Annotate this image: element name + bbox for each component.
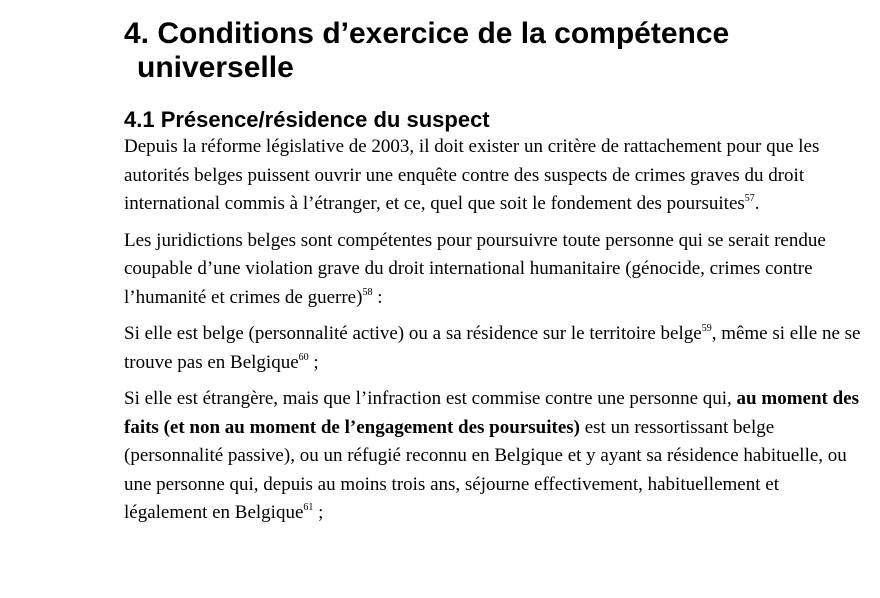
paragraph-1	[124, 133, 864, 219]
footnote-ref-60[interactable]: 60	[298, 351, 309, 363]
section-title	[124, 0, 864, 85]
section-title-line1: 4. Conditions d’exercice de la compétence	[124, 17, 730, 50]
footnote-ref-61[interactable]: 61	[303, 502, 314, 513]
paragraph-4-bold: au moment des faits (et non au moment de l’engagement des poursuites)	[124, 388, 859, 438]
document-page	[124, 0, 864, 528]
paragraph-4-end: ;	[313, 502, 324, 523]
paragraph-3-text-b: , même si elle ne se trouve pas en Belgique	[124, 323, 861, 373]
paragraph-3-end: ;	[308, 351, 319, 373]
footnote-ref-59[interactable]: 59	[701, 323, 712, 334]
section-title-line2: universelle	[137, 51, 294, 84]
paragraph-4-text-a: Si elle est étrangère, mais que l’infraction est commise contre une personne qui,	[124, 388, 737, 409]
paragraph-4	[124, 385, 864, 528]
paragraph-2-end: :	[372, 286, 383, 308]
subsection-title: 4.1 Présence/résidence du suspect	[124, 107, 490, 132]
paragraph-3-text-a: Si elle est belge (personnalité active) ou a sa résidence sur le territoire belge	[124, 323, 702, 344]
footnote-ref-58[interactable]: 58	[362, 286, 373, 298]
footnote-ref-57[interactable]: 57	[744, 193, 755, 204]
paragraph-2-text: Les juridictions belges sont compétentes pour poursuivre toute personne qui se serait rendue coupable d’une violation grave du droit international humanitaire (génocide, crimes contre l’humanité et crimes de guerre)	[124, 229, 826, 308]
paragraph-1-text: Depuis la réforme législative de 2003, il doit exister un critère de rattachement pour que les autorités belges puissent ouvrir une enquête contre des suspects de crimes graves du droit international commis à l’étranger, et ce, quel que soit le fondement des poursuites	[124, 136, 820, 214]
paragraph-2	[124, 227, 864, 313]
paragraph-4-text-b: est un ressortissant belge (personnalité passive), ou un réfugié reconnu en Belgique et y ayant sa résidence habituelle, ou une personne qui, depuis au moins trois ans, séjourne effectivement, habituellement et légalement en Belgique	[124, 416, 847, 523]
paragraph-1-end: .	[754, 193, 760, 214]
paragraph-3	[124, 320, 864, 377]
